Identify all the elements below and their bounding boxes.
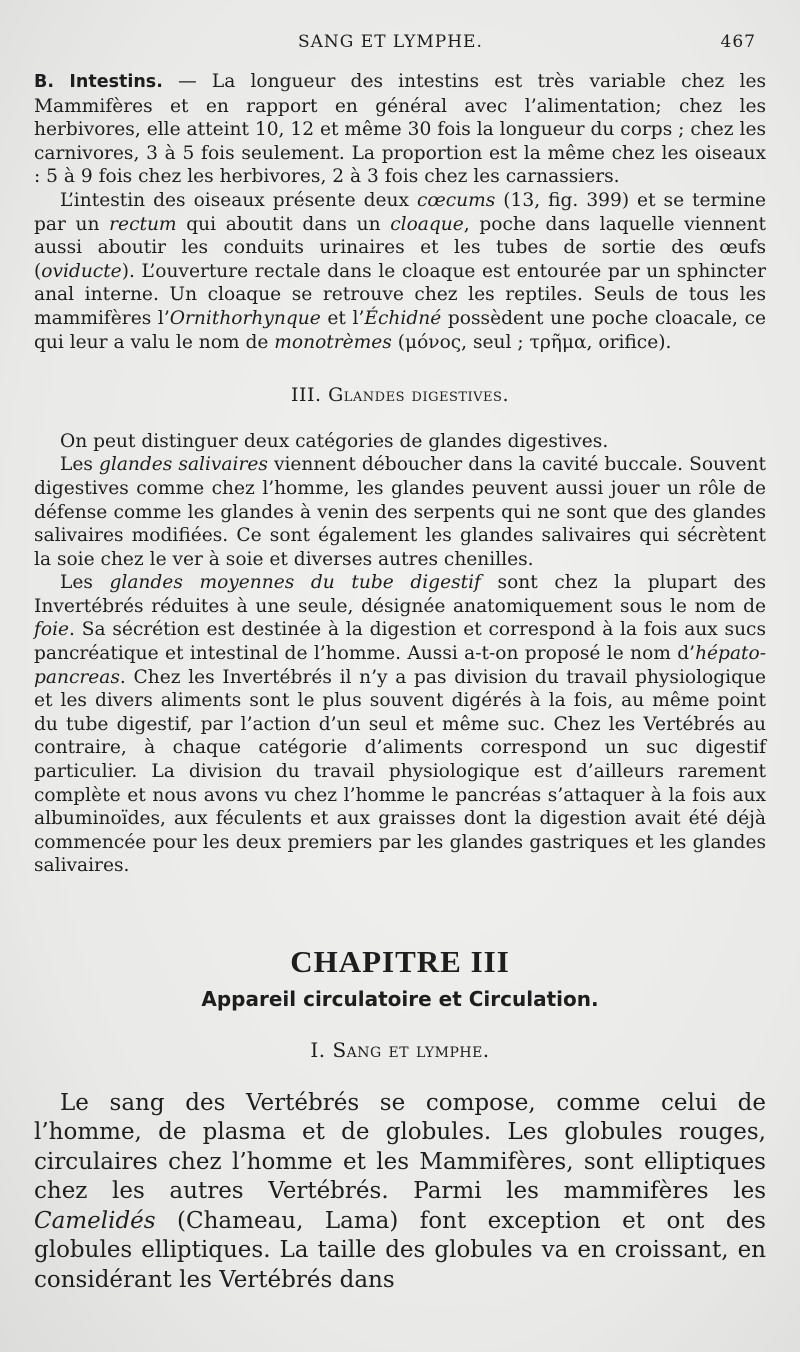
sang-paragraph: Le sang des Vertébrés se compose, comme celui de l’homme, de plasma et de globules. Les globules rouges, circulaires chez l’homme et les Mammifères, sont elliptiques chez les autres Vertébrés. Parmi les mammifères les Camelidés (Chameau, Lama) font exception et ont des globules elliptiques. La taille des globules va en croissant, en considérant les Vertébrés dans — [34, 1089, 766, 1293]
glandes-intro-paragraph: On peut distinguer deux catégories de glandes digestives. — [60, 430, 609, 452]
glandes-moyennes-paragraph: Les glandes moyennes du tube digestif sont chez la plupart des Invertébrés réduites à une seule, désignée anatomiquement sous le nom de foie. Sa sécrétion est destinée à la digestion et correspond à la fois aux sucs pancréatique et intestinal de l’homme. Aussi a-t-on proposé le nom d’hépato-pancreas. Chez les Invertébrés il n’y a pas division du travail physiologique et les divers aliments sont le plus souvent digérés à la fois, au même point du tube digestif, par l’action d’un seul et même suc. Chez les Vertébrés au contraire, à chaque catégorie d’aliments correspond un suc digestif particulier. La division du travail physiologique est d’ailleurs rarement complète et nous avons vu chez l’homme le pancréas s’attaquer à la fois aux albuminoïdes, aux féculents et aux graisses dont la digestion avait été déjà commencée pour les deux premiers par les glandes gastriques et les glandes salivaires. — [34, 572, 766, 877]
running-title: SANG ET LYMPHE. — [298, 32, 483, 52]
page-body — [34, 70, 766, 1295]
cloaque-paragraph: L’intestin des oiseaux présente deux cœcums (13, fig. 399) et se termine par un rectum qui aboutit dans un cloaque, poche dans laquelle viennent aussi aboutir les conduits urinaires et les tubes de sortie des œufs (oviducte). L’ouverture rectale dans le cloaque est entourée par un sphincter anal interne. Un cloaque se retrouve chez les reptiles. Seuls de tous les mammifères l’Ornithorhynque et l’Échidné possèdent une poche cloacale, ce qui leur a valu le nom de monotrèmes (μόνος, seul ; τρῆμα, orifice). — [34, 189, 767, 353]
chapter-subtitle: Appareil circulatoire et Circulation. — [201, 986, 599, 1011]
glandes-salivaires-paragraph: Les glandes salivaires viennent déboucher dans la cavité buccale. Souvent digestives comme chez l’homme, les glandes peuvent aussi jouer un rôle de défense comme les glandes à venin des serpents qui ne sont que des glandes salivaires modifiées. Ce sont également les glandes salivaires qui sécrètent la soie chez le ver à soie et diverses autres chenilles. — [34, 454, 766, 570]
intestins-lead: B. Intestins. — [34, 72, 163, 92]
page-header — [0, 32, 800, 58]
chapter-title: CHAPITRE III — [290, 944, 510, 979]
intestins-paragraph: B. Intestins. — La longueur des intestins est très variable chez les Mammifères et en rapport en général avec l’alimentation; chez les herbivores, elle atteint 10, 12 et même 30 fois la longueur du corps ; chez les carnivores, 3 à 5 fois seulement. La proportion est la même chez les oiseaux : 5 à 9 fois chez les herbivores, 2 à 3 fois chez les carnassiers. — [34, 71, 766, 188]
section-heading-sang: I. Sang et lymphe. — [310, 1038, 490, 1063]
section-heading-glandes: III. Glandes digestives. — [290, 384, 509, 407]
page-number: 467 — [720, 32, 756, 52]
